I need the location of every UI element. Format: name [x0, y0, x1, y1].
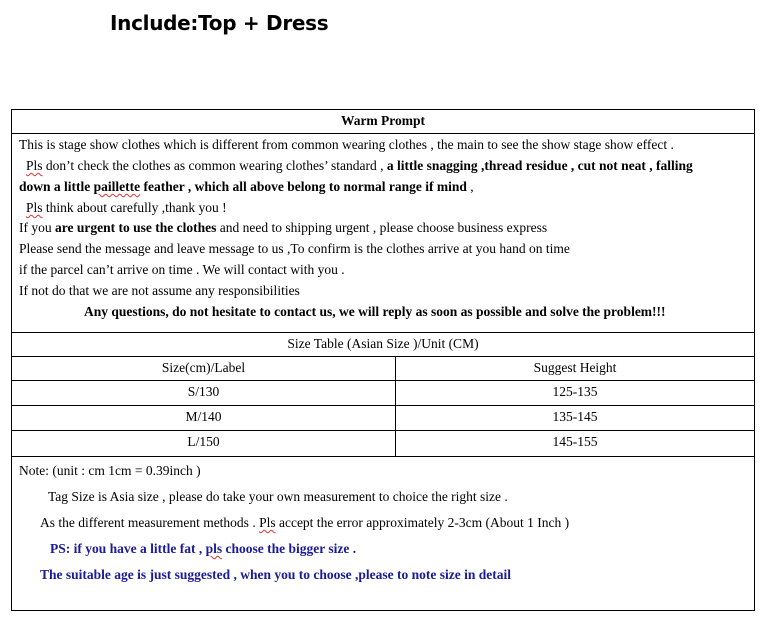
prompt-line-5 [19, 219, 547, 237]
prompt-line-8: If not do that we are not assume any responsibilities [19, 283, 300, 298]
height-cell: 125-135 [552, 384, 598, 399]
pls-word: Pls [259, 515, 276, 530]
prompt-line-4-rest: think about carefully ,thank you ! [42, 200, 227, 215]
note-measurement-b: accept the error approximately 2-3cm (About 1 Inch ) [275, 515, 570, 530]
size-cell: L/150 [187, 434, 220, 449]
note-ps-b: choose the bigger size . [222, 541, 357, 556]
prompt-line-1: This is stage show clothes which is different from common wearing clothes , the main to see the show stage show effect . [19, 137, 674, 152]
note-age: The suitable age is just suggested , when you to choose ,please to note size in detail [40, 567, 512, 582]
note-unit: Note: (unit : cm 1cm = 0.39inch ) [19, 463, 201, 478]
prompt-line-2 [26, 157, 693, 175]
divider [12, 380, 754, 381]
divider [12, 456, 754, 457]
size-table-title: Size Table (Asian Size )/Unit (CM) [287, 336, 479, 351]
divider [12, 356, 754, 357]
paillette-word: paillette [93, 179, 141, 194]
note-measurement-a: As the different measurement methods . [40, 515, 260, 530]
note-measurement [40, 514, 569, 532]
size-header: Size(cm)/Label [161, 360, 246, 375]
size-cell: S/130 [187, 384, 220, 399]
prompt-line-3 [19, 178, 474, 196]
prompt-line-7: if the parcel can’t arrive on time . We will contact with you . [19, 262, 345, 277]
pls-word: Pls [26, 200, 43, 215]
page-heading: Include:Top + Dress [110, 11, 329, 35]
height-cell: 145-155 [552, 434, 598, 449]
divider [12, 430, 754, 431]
divider [12, 405, 754, 406]
pls-word: Pls [26, 158, 43, 173]
prompt-line-5-b: and need to shipping urgent , please choose business express [216, 220, 548, 235]
prompt-line-3-tail: , [466, 179, 474, 194]
height-header: Suggest Height [533, 360, 617, 375]
note-tag-size: Tag Size is Asia size , please do take your own measurement to choice the right size . [48, 489, 508, 504]
divider [12, 332, 754, 333]
prompt-line-3-bold-a: down a little [19, 179, 94, 194]
prompt-line-2-bold: a little snagging ,thread residue , cut not neat , falling [386, 158, 693, 173]
prompt-line-6: Please send the message and leave message to us ,To confirm is the clothes arrive at you hand on time [19, 241, 570, 256]
info-box [11, 109, 755, 611]
prompt-line-3-bold-b: feather , which all above belong to normal range if mind [140, 179, 467, 194]
note-ps [50, 540, 356, 558]
prompt-line-5-bold: are urgent to use the clothes [55, 220, 217, 235]
pls-word: pls [205, 541, 223, 556]
warm-prompt-title: Warm Prompt [340, 113, 426, 128]
size-cell: M/140 [185, 409, 222, 424]
prompt-line-5-a: If you [19, 220, 55, 235]
prompt-line-9: Any questions, do not hesitate to contact us, we will reply as soon as possible and solve the problem!!! [84, 304, 666, 319]
divider [12, 133, 754, 134]
prompt-line-4 [26, 199, 227, 217]
prompt-line-2-normal: don’t check the clothes as common wearing clothes’ standard , [42, 158, 387, 173]
height-cell: 135-145 [552, 409, 598, 424]
note-ps-a: PS: if you have a little fat , [50, 541, 206, 556]
